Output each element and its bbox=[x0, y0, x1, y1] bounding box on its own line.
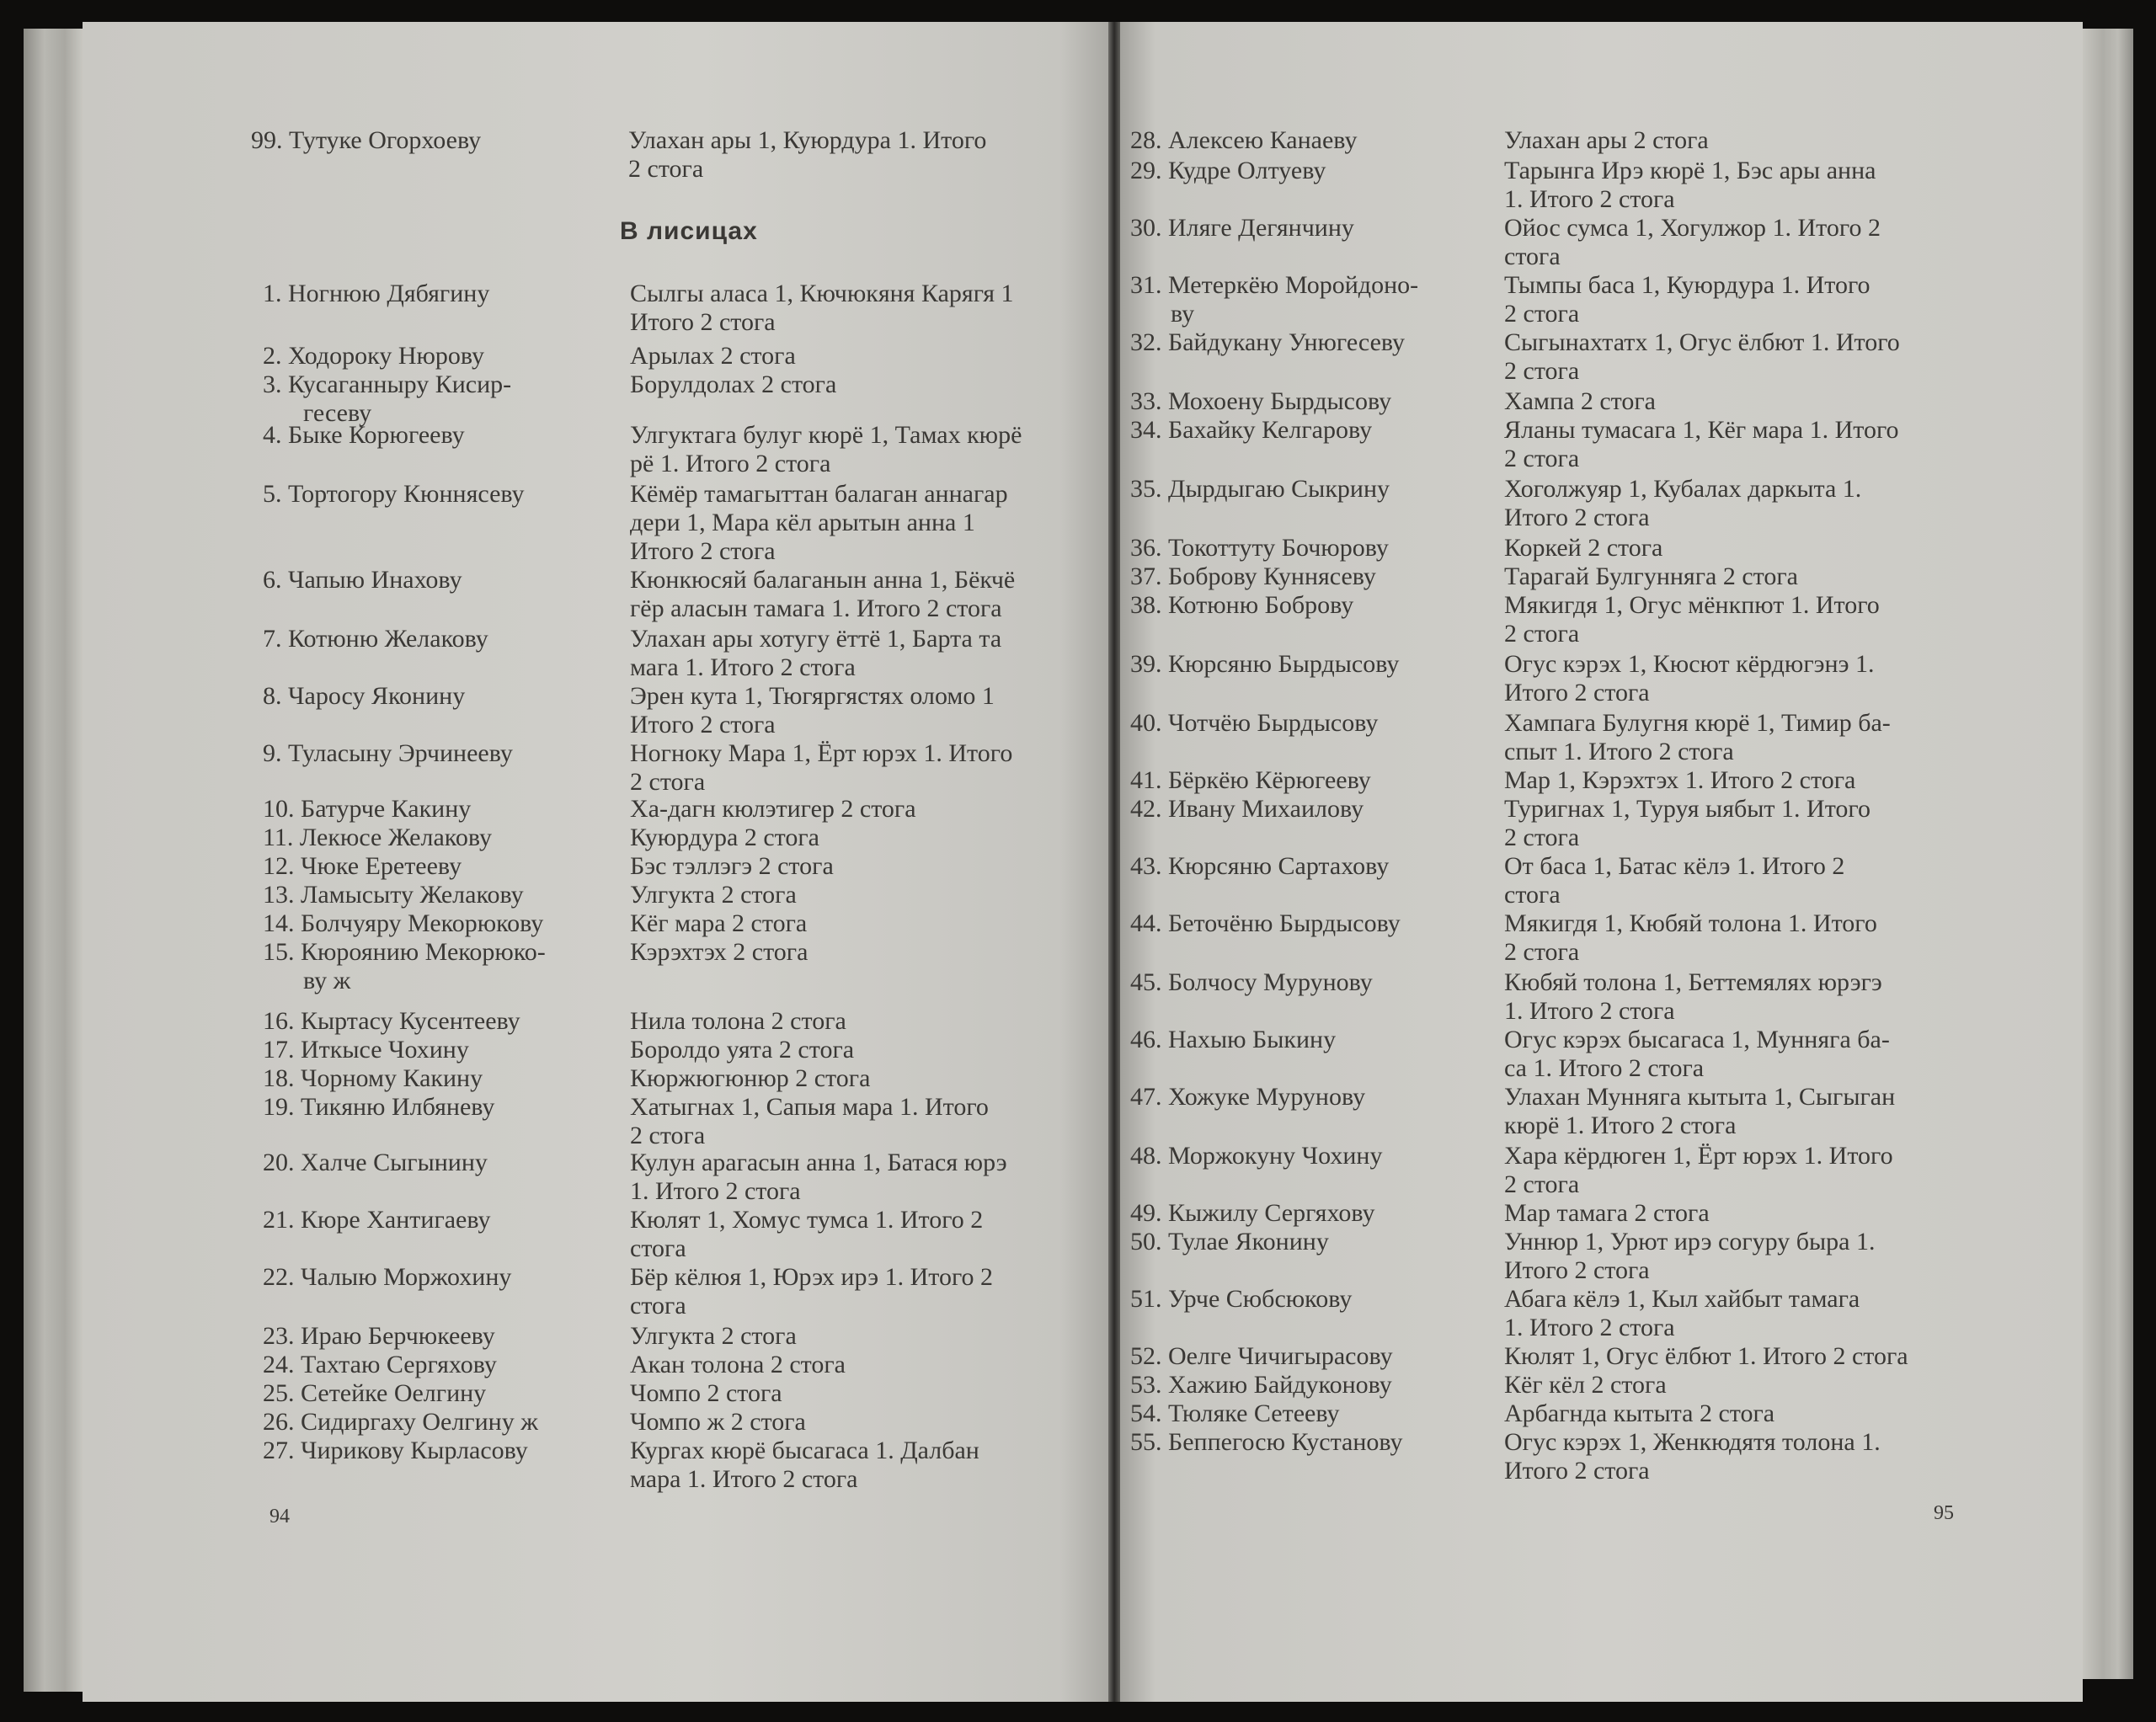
entry-name: 2. Ходороку Нюрову bbox=[263, 342, 485, 370]
entry-desc-line: Итого 2 стога bbox=[1504, 1256, 1650, 1284]
entry-desc-line: Ногноку Мара 1, Ёрт юрэх 1. Итого bbox=[630, 739, 1013, 767]
entry-name: 7. Котюню Желакову bbox=[263, 625, 488, 653]
entry-desc-line: стога bbox=[630, 1292, 686, 1319]
entry-desc-line: рё 1. Итого 2 стога bbox=[630, 450, 831, 477]
entry-name: 4. Быке Корюгееву bbox=[263, 421, 465, 449]
entry-desc-line: Улгукта 2 стога bbox=[630, 1322, 797, 1350]
entry-name: 55. Беппегосю Кустанову bbox=[1130, 1428, 1403, 1456]
entry-desc-line: Кёг кёл 2 стога bbox=[1504, 1371, 1667, 1399]
entry-name: 19. Тикяню Илбяневу bbox=[263, 1093, 495, 1121]
entry-desc-line: Абага кёлэ 1, Кыл хайбыт тамага bbox=[1504, 1285, 1860, 1313]
entry-name: 47. Хожуке Мурунову bbox=[1130, 1083, 1366, 1111]
entry-name: 50. Тулае Яконину bbox=[1130, 1228, 1329, 1256]
entry-desc-line: Итого 2 стога bbox=[1504, 679, 1650, 706]
entry-desc-line: 2 стога bbox=[1504, 357, 1580, 385]
entry-desc-line: мара 1. Итого 2 стога bbox=[630, 1465, 858, 1493]
entry-name: 43. Кюрсяню Сартахову bbox=[1130, 852, 1390, 880]
entry-desc-line: Кюлят 1, Огус ёлбют 1. Итого 2 стога bbox=[1504, 1342, 1908, 1370]
left-page-edges bbox=[24, 29, 83, 1692]
entry-name: 40. Чотчёю Бырдысову bbox=[1130, 709, 1379, 737]
entry-name: 16. Кыртасу Кусентееву bbox=[263, 1007, 520, 1035]
entry-desc-line: стога bbox=[1504, 881, 1561, 909]
entry-desc-line: Кэрэхтэх 2 стога bbox=[630, 938, 808, 966]
entry-desc-line: Арбагнда кытыта 2 стога bbox=[1504, 1399, 1775, 1427]
entry-name: 9. Туласыну Эрчинееву bbox=[263, 739, 513, 767]
entry-name: 21. Кюре Хантигаеву bbox=[263, 1206, 491, 1234]
entry-name: 23. Ираю Берчюкееву bbox=[263, 1322, 495, 1350]
entry-desc-line: Мар тамага 2 стога bbox=[1504, 1199, 1710, 1227]
entry-desc-line: Кюнкюсяй балаганын анна 1, Бёкчё bbox=[630, 566, 1016, 594]
entry-name: 27. Чирикову Кырласову bbox=[263, 1437, 528, 1464]
entry-name: 48. Моржокуну Чохину bbox=[1130, 1142, 1383, 1170]
entry-desc-line: Чомпо ж 2 стога bbox=[630, 1408, 806, 1436]
entry-name: 34. Бахайку Келгарову bbox=[1130, 416, 1373, 444]
entry-desc-line: Боролдо уята 2 стога bbox=[630, 1036, 855, 1064]
entry-desc-line: Мякигдя 1, Кюбяй толона 1. Итого bbox=[1504, 909, 1877, 937]
entry-desc-line: Итого 2 стога bbox=[630, 537, 776, 565]
entry-desc-line: Сыгынахтатх 1, Огус ёлбют 1. Итого bbox=[1504, 328, 1900, 356]
entry-desc-line: кюрё 1. Итого 2 стога bbox=[1504, 1112, 1737, 1139]
entry-name: 42. Ивану Михаилову bbox=[1130, 795, 1364, 823]
entry-desc-line: 2 стога bbox=[630, 768, 706, 796]
entry-name: 53. Хажию Байдуконову bbox=[1130, 1371, 1392, 1399]
entry-desc-line: Кёг мара 2 стога bbox=[630, 909, 808, 937]
entry-desc-line: Арылах 2 стога bbox=[630, 342, 796, 370]
entry-desc-line: 2 стога bbox=[1504, 824, 1580, 851]
entry-name: 1. Ногнюю Дябягину bbox=[263, 280, 490, 307]
entry-desc-line: 1. Итого 2 стога bbox=[630, 1177, 801, 1205]
entry-desc-line: са 1. Итого 2 стога bbox=[1504, 1054, 1705, 1082]
right-page-edges bbox=[2083, 29, 2133, 1679]
entry-desc-line: 2 стога bbox=[1504, 620, 1580, 648]
entry-desc-line: 2 стога bbox=[1504, 1170, 1580, 1198]
entry-desc-line: Эрен кута 1, Тюгяргястях оломо 1 bbox=[630, 682, 995, 710]
entry-name: 46. Нахыю Быкину bbox=[1130, 1026, 1337, 1053]
left-page bbox=[83, 22, 1112, 1702]
entry-name: 33. Мохоену Бырдысову bbox=[1130, 387, 1392, 415]
entry-desc-line: Кургах кюрё бысагаса 1. Далбан bbox=[630, 1437, 979, 1464]
page-number: 94 bbox=[270, 1506, 290, 1527]
entry-desc-line: Итого 2 стога bbox=[1504, 1457, 1650, 1485]
entry-desc-line: Акан толона 2 стога bbox=[630, 1351, 846, 1378]
entry-name: 6. Чапыю Инахову bbox=[263, 566, 462, 594]
entry-name: 3. Кусаганныру Кисир- bbox=[263, 371, 512, 398]
entry-desc-line: Куюрдура 2 стога bbox=[630, 824, 819, 851]
entry-name: 13. Ламысыту Желакову bbox=[263, 881, 524, 909]
entry-desc-line: 1. Итого 2 стога bbox=[1504, 997, 1675, 1025]
entry-desc-line: Бёр кёлюя 1, Юрэх ирэ 1. Итого 2 bbox=[630, 1263, 994, 1291]
entry-desc-line: Ха-дагн кюлэтигер 2 стога bbox=[630, 795, 916, 823]
entry-desc-line: Бэс тэллэгэ 2 стога bbox=[630, 852, 834, 880]
entry-name: 17. Иткысе Чохину bbox=[263, 1036, 469, 1064]
entry-desc-line: стога bbox=[1504, 243, 1561, 270]
entry-name: 32. Байдукану Унюгесеву bbox=[1130, 328, 1406, 356]
entry-desc-line: дери 1, Мара кёл арытын анна 1 bbox=[630, 509, 975, 536]
entry-desc-line: Улгуктага булуг кюрё 1, Тамах кюрё bbox=[630, 421, 1022, 449]
entry-desc-line: 1. Итого 2 стога bbox=[1504, 185, 1675, 213]
entry-name: 36. Токоттуту Бочюрову bbox=[1130, 534, 1389, 562]
entry-desc-line: Туригнах 1, Туруя ыябыт 1. Итого bbox=[1504, 795, 1870, 823]
entry-desc-line: Хатыгнах 1, Сапыя мара 1. Итого bbox=[630, 1093, 989, 1121]
entry-desc-line: Борулдолах 2 стога bbox=[630, 371, 837, 398]
entry-desc-line: Улахан ары 2 стога bbox=[1504, 126, 1709, 154]
entry-desc-line: Кюржюгюнюр 2 стога bbox=[630, 1064, 871, 1092]
entry-desc-line: Улахан ары 1, Куюрдура 1. Итого bbox=[628, 126, 987, 154]
spine-gutter bbox=[1108, 22, 1120, 1702]
right-page bbox=[1117, 22, 2083, 1702]
entry-name: 38. Котюню Боброву bbox=[1130, 591, 1354, 619]
entry-name: 11. Лекюсе Желакову bbox=[263, 824, 492, 851]
entry-desc-line: гёр аласын тамага 1. Итого 2 стога bbox=[630, 594, 1002, 622]
entry-desc-line: 2 стога bbox=[628, 155, 704, 183]
entry-name: 20. Халче Сыгынину bbox=[263, 1149, 488, 1176]
entry-desc-line: Кёмёр тамагыттан балаган аннагар bbox=[630, 480, 1008, 508]
entry-desc-line: Кюлят 1, Хомус тумса 1. Итого 2 bbox=[630, 1206, 984, 1234]
entry-desc-line: Нила толона 2 стога bbox=[630, 1007, 846, 1035]
entry-desc-line: Огус кэрэх бысагаса 1, Мунняга ба- bbox=[1504, 1026, 1890, 1053]
entry-desc-line: От баса 1, Батас кёлэ 1. Итого 2 bbox=[1504, 852, 1845, 880]
entry-desc-line: Хара кёрдюген 1, Ёрт юрэх 1. Итого bbox=[1504, 1142, 1893, 1170]
entry-name: 15. Кюроянию Мекорюко- bbox=[263, 938, 546, 966]
entry-name: 39. Кюрсяню Бырдысову bbox=[1130, 650, 1400, 678]
entry-name: 51. Урче Сюбсюкову bbox=[1130, 1285, 1353, 1313]
entry-desc-line: 2 стога bbox=[1504, 445, 1580, 472]
entry-desc-line: 2 стога bbox=[1504, 938, 1580, 966]
entry-desc-line: Итого 2 стога bbox=[1504, 504, 1650, 531]
page-number: 95 bbox=[1934, 1502, 1954, 1524]
entry-desc-line: Мар 1, Кэрэхтэх 1. Итого 2 стога bbox=[1504, 766, 1856, 794]
entry-name: ву bbox=[1171, 300, 1195, 328]
entry-desc-line: мага 1. Итого 2 стога bbox=[630, 653, 856, 681]
entry-name: 28. Алексею Канаеву bbox=[1130, 126, 1358, 154]
entry-desc-line: Ойос сумса 1, Хогулжор 1. Итого 2 bbox=[1504, 214, 1881, 242]
entry-name: 29. Кудре Олтуеву bbox=[1130, 157, 1326, 184]
entry-name: 12. Чюке Еретееву bbox=[263, 852, 462, 880]
entry-name: 10. Батурче Какину bbox=[263, 795, 472, 823]
entry-name: ву ж bbox=[303, 967, 351, 994]
entry-name: 5. Тортогору Кюннясеву bbox=[263, 480, 525, 508]
entry-name: 49. Кыжилу Сергяхову bbox=[1130, 1199, 1375, 1227]
entry-desc-line: Огус кэрэх 1, Женкюдятя толона 1. bbox=[1504, 1428, 1881, 1456]
entry-name: 99. Тутуке Огорхоеву bbox=[251, 126, 482, 154]
entry-name: 14. Болчуяру Мекорюкову bbox=[263, 909, 544, 937]
entry-desc-line: Уннюр 1, Урют ирэ согуру быра 1. bbox=[1504, 1228, 1876, 1256]
entry-name: 22. Чалыю Моржохину bbox=[263, 1263, 512, 1291]
entry-desc-line: Улахан ары хотугу ёттё 1, Барта та bbox=[630, 625, 1002, 653]
entry-desc-line: Мякигдя 1, Огус мёнкпют 1. Итого bbox=[1504, 591, 1880, 619]
entry-desc-line: Яланы тумасага 1, Кёг мара 1. Итого bbox=[1504, 416, 1899, 444]
entry-name: 44. Беточёню Бырдысову bbox=[1130, 909, 1401, 937]
entry-desc-line: 1. Итого 2 стога bbox=[1504, 1314, 1675, 1341]
entry-name: 54. Тюляке Сетееву bbox=[1130, 1399, 1340, 1427]
entry-desc-line: Тымпы баса 1, Куюрдура 1. Итого bbox=[1504, 271, 1870, 299]
entry-desc-line: стога bbox=[630, 1234, 686, 1262]
entry-desc-line: спыт 1. Итого 2 стога bbox=[1504, 738, 1734, 765]
entry-name: 31. Метеркёю Моройдоно- bbox=[1130, 271, 1419, 299]
entry-name: гесеву bbox=[303, 399, 372, 427]
entry-desc-line: Коркей 2 стога bbox=[1504, 534, 1663, 562]
entry-desc-line: Кулун арагасын анна 1, Батася юрэ bbox=[630, 1149, 1007, 1176]
entry-desc-line: Хоголжуяр 1, Кубалах даркыта 1. bbox=[1504, 475, 1862, 503]
entry-name: 30. Иляге Дегянчину bbox=[1130, 214, 1354, 242]
entry-desc-line: Тарагай Булгунняга 2 стога bbox=[1504, 562, 1798, 590]
entry-name: 25. Сетейке Оелгину bbox=[263, 1379, 487, 1407]
entry-desc-line: 2 стога bbox=[1504, 300, 1580, 328]
entry-desc-line: 2 стога bbox=[630, 1122, 706, 1149]
entry-desc-line: Сылгы аласа 1, Кючюкяня Карягя 1 bbox=[630, 280, 1014, 307]
entry-name: 45. Болчосу Мурунову bbox=[1130, 968, 1373, 996]
entry-name: 41. Бёркёю Кёрюгееву bbox=[1130, 766, 1371, 794]
section-heading: В лисицах bbox=[620, 217, 758, 245]
entry-desc-line: Улахан Мунняга кытыта 1, Сыгыган bbox=[1504, 1083, 1896, 1111]
entry-name: 8. Чаросу Яконину bbox=[263, 682, 466, 710]
entry-desc-line: Улгукта 2 стога bbox=[630, 881, 797, 909]
entry-name: 24. Тахтаю Сергяхову bbox=[263, 1351, 497, 1378]
entry-desc-line: Итого 2 стога bbox=[630, 711, 776, 738]
entry-desc-line: Хампага Булугня кюрё 1, Тимир ба- bbox=[1504, 709, 1891, 737]
entry-desc-line: Тарынга Ирэ кюрё 1, Бэс ары анна bbox=[1504, 157, 1876, 184]
entry-desc-line: Огус кэрэх 1, Кюсют кёрдюгэнэ 1. bbox=[1504, 650, 1875, 678]
entry-desc-line: Хампа 2 стога bbox=[1504, 387, 1656, 415]
entry-desc-line: Кюбяй толона 1, Беттемялях юрэгэ bbox=[1504, 968, 1882, 996]
entry-name: 37. Боброву Куннясеву bbox=[1130, 562, 1376, 590]
entry-name: 35. Дырдыгаю Сыкрину bbox=[1130, 475, 1390, 503]
entry-desc-line: Чомпо 2 стога bbox=[630, 1379, 782, 1407]
entry-name: 52. Оелге Чичигырасову bbox=[1130, 1342, 1393, 1370]
entry-name: 18. Чорному Какину bbox=[263, 1064, 483, 1092]
book-spread bbox=[24, 22, 2133, 1702]
entry-name: 26. Сидиргаху Оелгину ж bbox=[263, 1408, 538, 1436]
entry-desc-line: Итого 2 стога bbox=[630, 308, 776, 336]
